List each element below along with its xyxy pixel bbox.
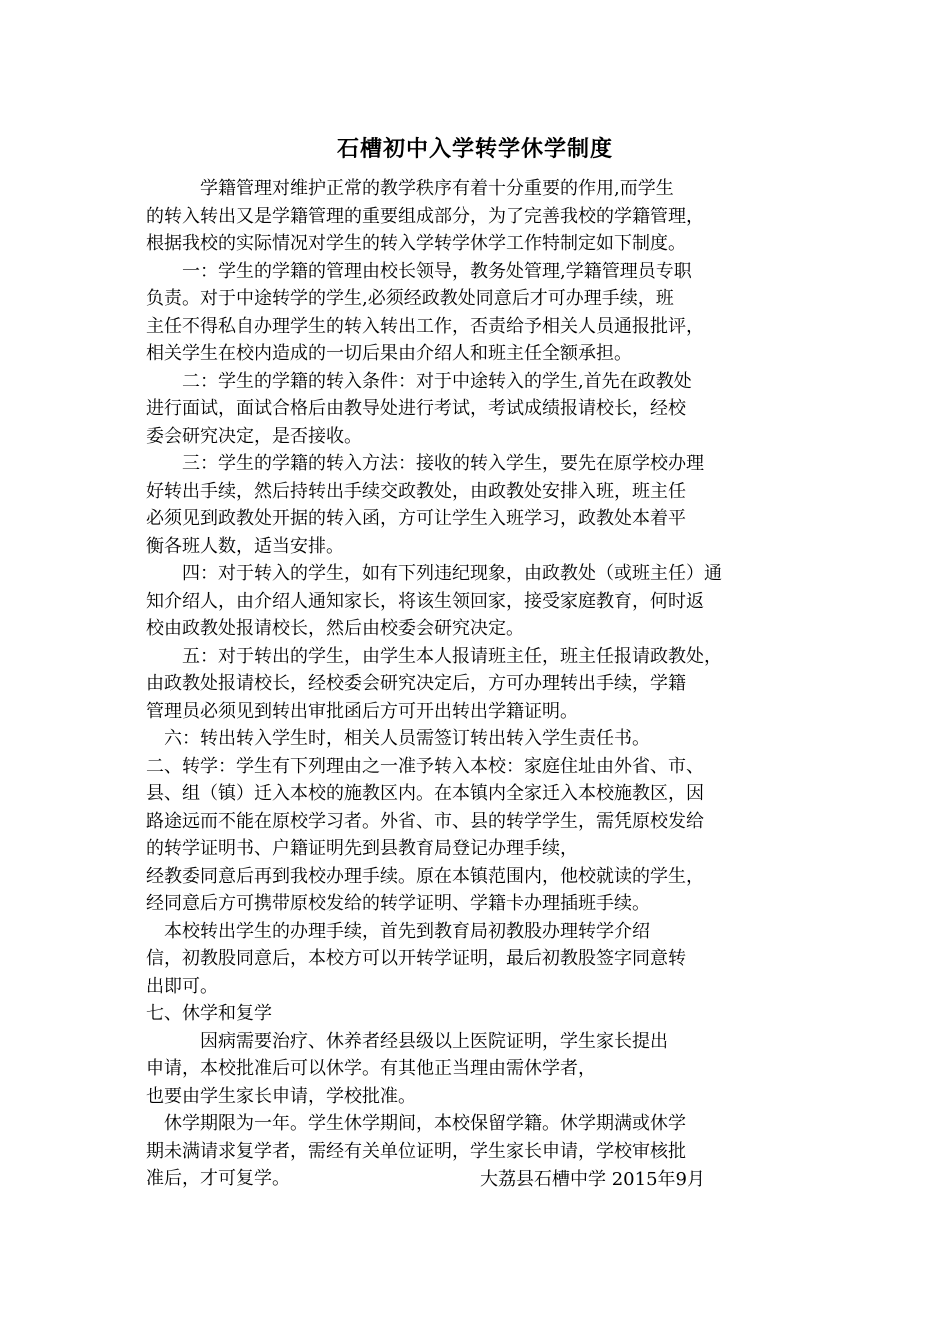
body-line: 县、组（镇）迁入本校的施教区内。在本镇内全家迁入本校施教区，因 [146,783,704,804]
body-line: 四：对于转入的学生，如有下列违纪现象，由政教处（或班主任）通 [146,563,722,584]
body-line: 主任不得私自办理学生的转入转出工作，否责给予相关人员通报批评， [146,315,704,337]
body-line: 三：学生的学籍的转入方法：接收的转入学生，要先在原学校办理 [146,453,704,474]
body-line: 管理员必须见到转出审批函后方可开出转出学籍证明。 [146,700,578,722]
body-line: 委会研究决定，是否接收。 [146,425,362,447]
body-line: 申请，本校批准后可以休学。有其他正当理由需休学者， [146,1058,596,1079]
body-line: 因病需要治疗、休养者经县级以上医院证明，学生家长提出 [146,1030,668,1052]
document-title: 石槽初中入学转学休学制度 [336,137,613,162]
body-line: 路途远而不能在原校学习者。外省、市、县的转学学生，需凭原校发给 [146,810,704,832]
body-line: 学籍管理对维护正常的教学秩序有着十分重要的作用,而学生 [146,178,674,199]
body-line: 知介绍人，由介绍人通知家长，将该生领回家，接受家庭教育，何时返 [146,590,704,612]
body-line: 经教委同意后再到我校办理手续。原在本镇范围内，他校就读的学生， [146,865,704,887]
body-line: 期未满请求复学者，需经有关单位证明，学生家长申请，学校审核批 [146,1140,686,1162]
body-line: 本校转出学生的办理手续，首先到教育局初教股办理转学介绍 [146,920,650,942]
document-signature: 大荔县石槽中学 2015年9月 [480,1169,705,1190]
body-line: 二、转学：学生有下列理由之一准予转入本校：家庭住址由外省、市、 [146,755,704,777]
body-line: 一：学生的学籍的管理由校长领导，教务处管理,学籍管理员专职 [146,260,692,282]
body-line: 出即可。 [146,975,218,997]
body-line: 五：对于转出的学生，由学生本人报请班主任，班主任报请政教处， [146,645,722,667]
body-line: 好转出手续，然后持转出手续交政教处，由政教处安排入班，班主任 [146,480,686,502]
body-line: 二：学生的学籍的转入条件：对于中途转入的学生,首先在政教处 [146,370,692,392]
body-line: 的转入转出又是学籍管理的重要组成部分，为了完善我校的学籍管理， [146,205,704,227]
body-line: 休学期限为一年。学生休学期间，本校保留学籍。休学期满或休学 [146,1113,686,1134]
body-line: 负责。对于中途转学的学生,必须经政教处同意后才可办理手续，班 [146,288,674,309]
body-line: 七、休学和复学 [146,1003,272,1024]
body-line: 衡各班人数，适当安排。 [146,535,344,557]
body-line: 经同意后方可携带原校发给的转学证明、学籍卡办理插班手续。 [146,893,650,914]
document-body [146,175,826,1193]
body-line: 由政教处报请校长，经校委会研究决定后，方可办理转出手续，学籍 [146,673,686,694]
body-line: 信，初教股同意后，本校方可以开转学证明，最后初教股签字同意转 [146,948,686,969]
body-line: 的转学证明书、户籍证明先到县教育局登记办理手续， [146,838,578,859]
body-line: 进行面试，面试合格后由教导处进行考试，考试成绩报请校长，经校 [146,398,686,419]
body-line: 必须见到政教处开据的转入函，方可让学生入班学习，政教处本着平 [146,508,686,529]
body-line: 准后，才可复学。 [146,1168,290,1189]
body-line: 六：转出转入学生时，相关人员需签订转出转入学生责任书。 [146,728,650,749]
body-line: 也要由学生家长申请，学校批准。 [146,1085,416,1107]
body-line: 相关学生在校内造成的一切后果由介绍人和班主任全额承担。 [146,343,632,364]
body-line: 校由政教处报请校长，然后由校委会研究决定。 [146,618,524,639]
body-line: 根据我校的实际情况对学生的转入学转学休学工作特制定如下制度。 [146,233,686,254]
